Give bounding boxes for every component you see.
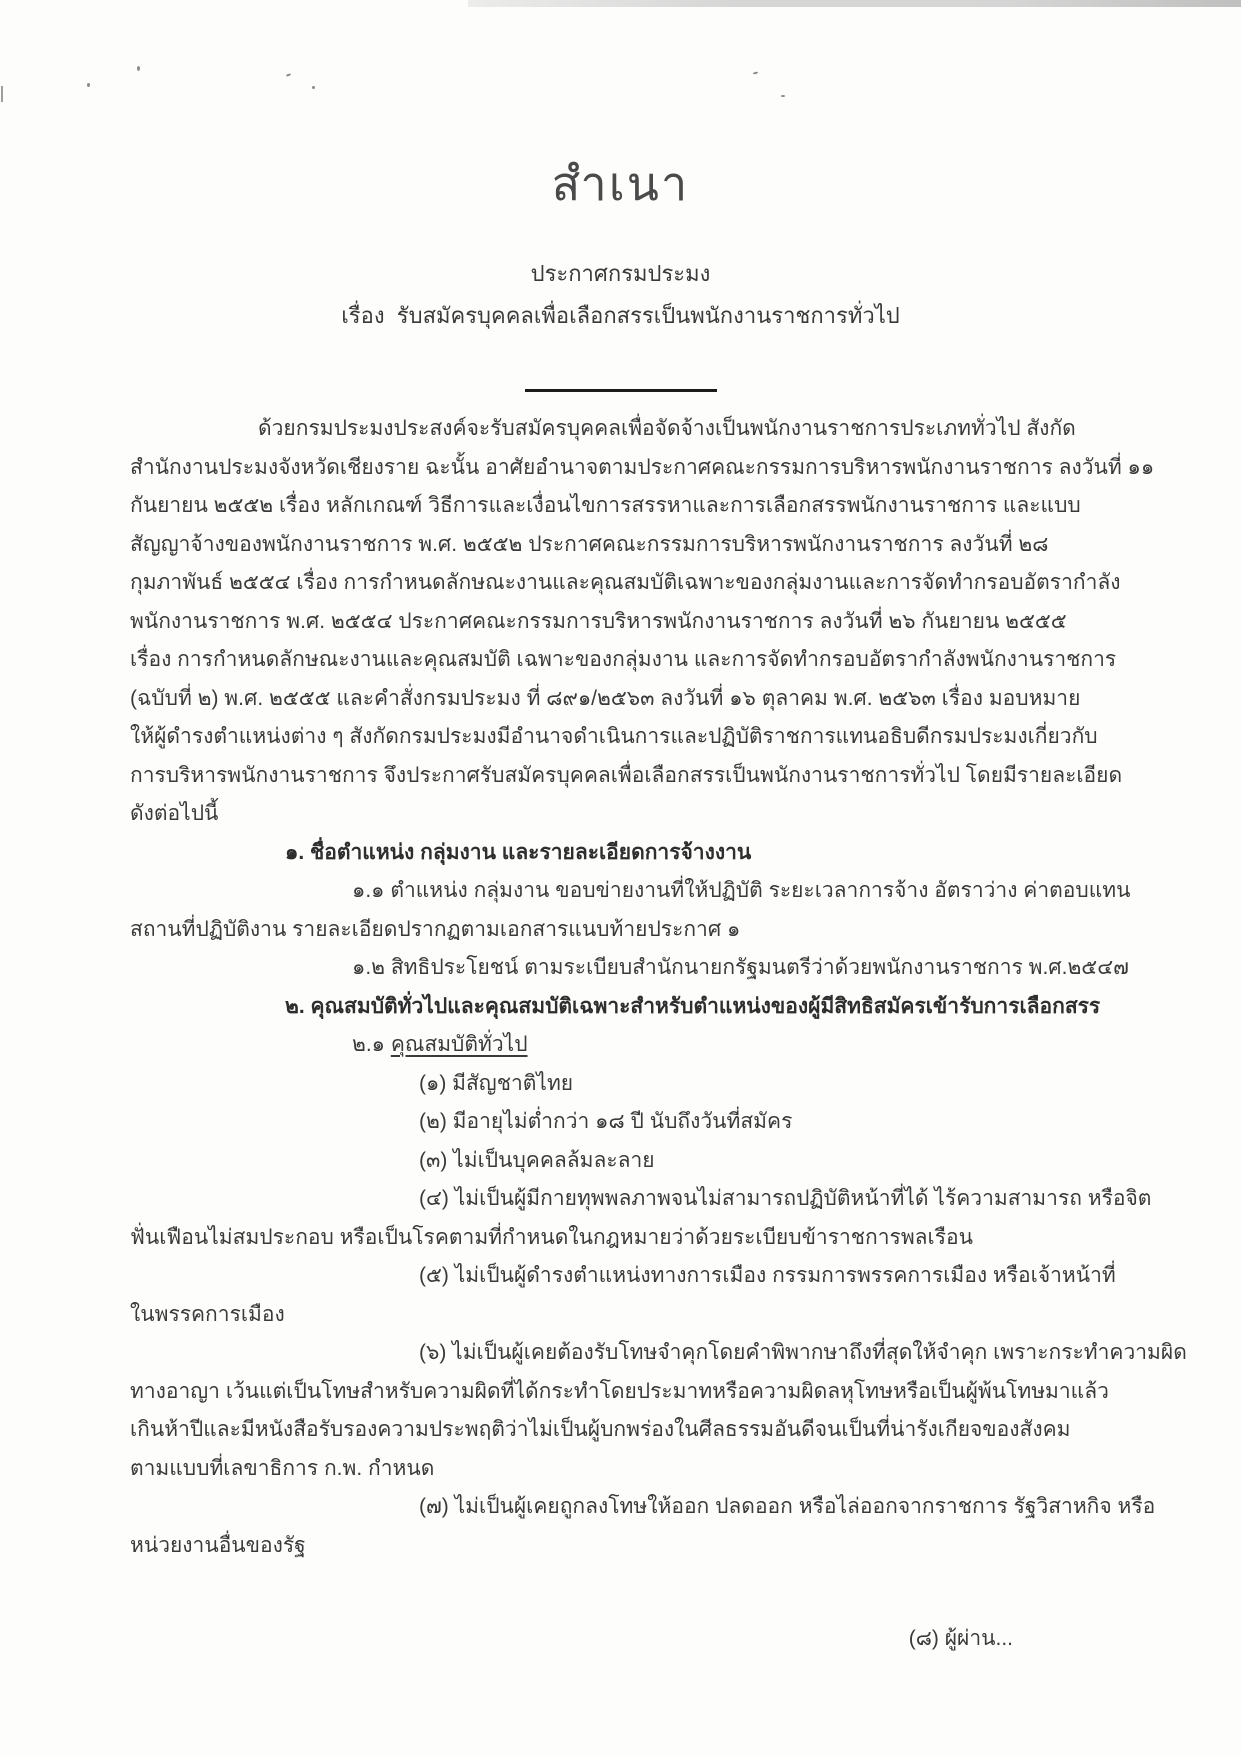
text-line: พนักงานราชการ พ.ศ. ๒๕๕๔ ประกาศคณะกรรมการบริหารพนักงานราชการ ลงวันที่ ๒๖ กันยายน ๒๕๕๕	[130, 609, 1067, 633]
underlined-text: คุณสมบัติทั่วไป	[390, 1033, 528, 1056]
text-line: ทางอาญา เว้นแต่เป็นโทษสำหรับความผิดที่ได้กระทำโดยประมาทหรือความผิดลหุโทษหรือเป็นผู้พ้นโทษมาแล้ว	[130, 1379, 1109, 1403]
text-line: (๗) ไม่เป็นผู้เคยถูกลงโทษให้ออก ปลดออก หรือไล่ออกจากราชการ รัฐวิสาหกิจ หรือ	[419, 1495, 1156, 1518]
text-line: ๑. ชื่อตำแหน่ง กลุ่มงาน และรายละเอียดการจ้างงาน	[285, 840, 752, 864]
text-line: หน่วยงานอื่นของรัฐ	[130, 1533, 306, 1557]
scanner-artifact-band	[468, 0, 1241, 7]
scan-speck	[1, 86, 3, 102]
text-line: สถานที่ปฏิบัติงาน รายละเอียดปรากฏตามเอกสารแนบท้ายประกาศ ๑	[130, 917, 741, 941]
text-line: เกินห้าปีและมีหนังสือรับรองความประพฤติว่าไม่เป็นผู้บกพร่องในศีลธรรมอันดีจนเป็นที่น่ารังเกียจของสังคม	[130, 1418, 1071, 1441]
title-divider-rule	[525, 389, 717, 392]
text-line: กุมภาพันธ์ ๒๕๕๔ เรื่อง การกำหนดลักษณะงานและคุณสมบัติเฉพาะของกลุ่มงานและการจัดทำกรอบอัตรากำลัง	[130, 571, 1121, 594]
text-line-prefix: ๒.๑	[352, 1033, 391, 1056]
copy-watermark-title: สำเนา	[551, 157, 690, 210]
text-line: ๑.๒ สิทธิประโยชน์ ตามระเบียบสำนักนายกรัฐมนตรีว่าด้วยพนักงานราชการ พ.ศ.๒๕๔๗	[352, 956, 1129, 979]
scan-speck	[137, 66, 140, 71]
text-line: เรื่อง การกำหนดลักษณะงานและคุณสมบัติ เฉพาะของกลุ่มงาน และการจัดทำกรอบอัตรากำลังพนักงานราชการ	[130, 648, 1117, 671]
text-line: ฟั่นเฟือนไม่สมประกอบ หรือเป็นโรคตามที่กำหนดในกฎหมายว่าด้วยระเบียบข้าราชการพลเรือน	[130, 1225, 973, 1249]
document-body	[130, 410, 1187, 1565]
scan-speck	[312, 86, 315, 89]
announcement-title: ประกาศกรมประมง	[530, 261, 711, 286]
page-continuation-note: (๘) ผู้ผ่าน...	[908, 1627, 1013, 1650]
text-line: สำนักงานประมงจังหวัดเชียงราย ฉะนั้น อาศัยอำนาจตามประกาศคณะกรรมการบริหารพนักงานราชการ ลงวันที่ ๑๑	[130, 455, 1155, 479]
announcement-subject: เรื่อง รับสมัครบุคคลเพื่อเลือกสรรเป็นพนักงานราชการทั่วไป	[341, 303, 900, 328]
text-line: ในพรรคการเมือง	[130, 1302, 285, 1326]
text-line: ๒. คุณสมบัติทั่วไปและคุณสมบัติเฉพาะสำหรับตำแหน่งของผู้มีสิทธิสมัครเข้ารับการเลือกสรร	[285, 994, 1101, 1018]
text-line	[130, 1026, 1118, 1065]
text-line: ดังต่อไปนี้	[130, 802, 219, 825]
text-line: (๒) มีอายุไม่ต่ำกว่า ๑๘ ปี นับถึงวันที่สมัคร	[419, 1110, 793, 1133]
text-line: สัญญาจ้างของพนักงานราชการ พ.ศ. ๒๕๕๒ ประกาศคณะกรรมการบริหารพนักงานราชการ ลงวันที่ ๒๘	[130, 532, 1049, 556]
text-line: (๔) ไม่เป็นผู้มีกายทุพพลภาพจนไม่สามารถปฏิบัติหน้าที่ได้ ไร้ความสามารถ หรือจิต	[419, 1187, 1152, 1210]
text-line: ด้วยกรมประมงประสงค์จะรับสมัครบุคคลเพื่อจัดจ้างเป็นพนักงานราชการประเภททั่วไป สังกัด	[258, 417, 1076, 440]
text-line: การบริหารพนักงานราชการ จึงประกาศรับสมัครบุคคลเพื่อเลือกสรรเป็นพนักงานราชการทั่วไป โดยมีรายละเอียด	[130, 763, 1123, 787]
text-line: (๑) มีสัญชาติไทย	[419, 1071, 574, 1095]
scan-speck	[286, 73, 291, 77]
scan-speck	[87, 83, 90, 87]
text-line: (ฉบับที่ ๒) พ.ศ. ๒๕๕๕ และคำสั่งกรมประมง ที่ ๘๙๑/๒๕๖๓ ลงวันที่ ๑๖ ตุลาคม พ.ศ. ๒๕๖๓ เรื่อง มอบหมาย	[130, 686, 1081, 710]
scan-speck	[781, 95, 785, 97]
text-line: (๖) ไม่เป็นผู้เคยต้องรับโทษจำคุกโดยคำพิพากษาถึงที่สุดให้จำคุก เพราะกระทำความผิด	[419, 1341, 1187, 1364]
text-line: ให้ผู้ดำรงตำแหน่งต่าง ๆ สังกัดกรมประมงมีอำนาจดำเนินการและปฏิบัติราชการแทนอธิบดีกรมประมงเกี่ยวกับ	[130, 725, 1098, 748]
text-line: ตามแบบที่เลขาธิการ ก.พ. กำหนด	[130, 1456, 435, 1480]
text-line: ๑.๑ ตำแหน่ง กลุ่มงาน ขอบข่ายงานที่ให้ปฏิบัติ ระยะเวลาการจ้าง อัตราว่าง ค่าตอบแทน	[352, 879, 1131, 902]
text-line: (๕) ไม่เป็นผู้ดำรงตำแหน่งทางการเมือง กรรมการพรรคการเมือง หรือเจ้าหน้าที่	[419, 1264, 1116, 1287]
text-line: กันยายน ๒๕๕๒ เรื่อง หลักเกณฑ์ วิธีการและเงื่อนไขการสรรหาและการเลือกสรรพนักงานราชการ และแบบ	[130, 494, 1081, 517]
text-line: (๓) ไม่เป็นบุคคลล้มละลาย	[419, 1148, 655, 1172]
scan-speck	[753, 71, 758, 74]
